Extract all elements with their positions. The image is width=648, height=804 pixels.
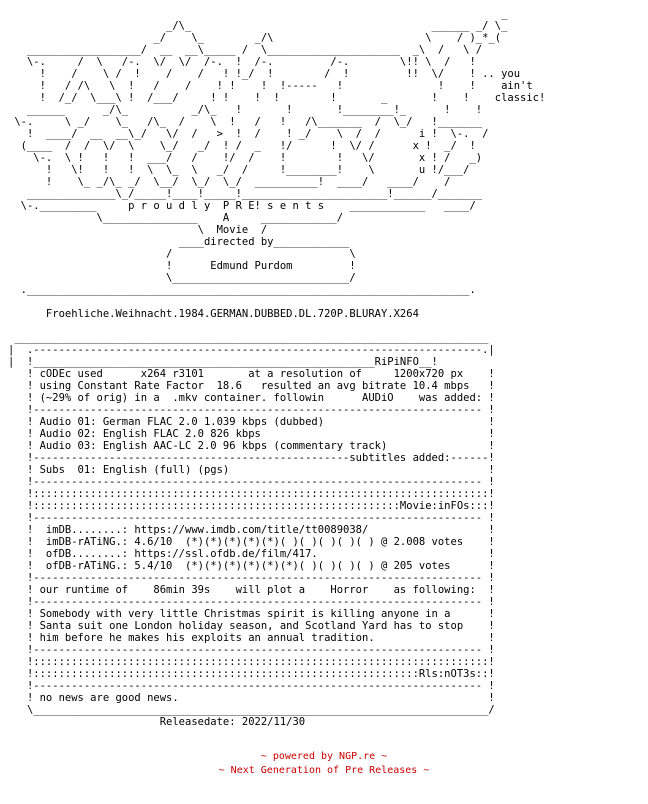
nfo-line: ! Audio 03: English AAC-LC 2.0 96 kbps (commentary track) ! — [8, 440, 495, 452]
nfo-line: ! / \ / ! / / ! !_/ ! / ! !! \/ ! .. you — [8, 68, 521, 80]
nfo-line: \ Movie / — [8, 224, 268, 236]
nfo-line: ! ofDB-rATiNG.: 5.4/10 (*)(*)(*)(*)(*)(*)( )( )( )( ) @ 205 votes ! — [8, 560, 495, 572]
nfo-line: (____ / / \/ \ \_/ _/ ! / _ !/ ! \/ / x ! _/ ! — [8, 140, 476, 152]
footer — [0, 750, 648, 778]
nfo-line: ! him before he makes his exploits an annual tradition. ! — [8, 632, 495, 644]
nfo-line: ! cODEc used x264 r3101 at a resolution of 1200x720 px ! — [8, 368, 495, 380]
nfo-line: \________________________________________________________________________/ — [8, 704, 495, 716]
nfo-line: ______ _/\_ _/\_ ! ! !________!_ ! ! — [8, 104, 483, 116]
nfo-line: !----------------------------------------------------------------------- ! — [8, 512, 495, 524]
nfo-line: ! no news are good news. ! — [8, 692, 495, 704]
nfo-line: ! /_/ \___\ ! /___/ ! ! ! ! ! _ ! ! classic! — [8, 92, 546, 104]
nfo-line: ! Audio 02: English FLAC 2.0 826 kbps ! — [8, 428, 495, 440]
nfo-line: ! Subs 01: English (full) (pgs) ! — [8, 464, 495, 476]
nfo-line: !----------------------------------------------------------------------- ! — [8, 572, 495, 584]
nfo-line: !----------------------------------------------------------------------- ! — [8, 680, 495, 692]
nfo-line: \____________________________/ — [8, 272, 356, 284]
nfo-line: _/\_ ______ _/ \_ — [8, 20, 508, 32]
nfo-line: !----------------------------------------------------------------------- ! — [8, 404, 495, 416]
nfo-line: ! (~29% of orig) in a .mkv container. followin AUDiO was added: ! — [8, 392, 495, 404]
nfo-line: ______________\_/_____!____!_____!_______________________!______/_______ — [8, 188, 483, 200]
nfo-line: ! our runtime of 86min 39s will plot a Horror as following: ! — [8, 584, 495, 596]
nfo-line: _/ \_ _/\ \ / )_*_( — [8, 32, 502, 44]
nfo-line: \-. / \ /-. \/ \/ /-. ! /-. /-. \!! \ / ! — [8, 56, 476, 68]
footer-powered-by: ~ powered by NGP.re ~ — [260, 751, 388, 762]
nfo-line: ! ____/ __ __\_/ \/ / > ! / ! _/ \ / / i ! \-. / — [8, 128, 489, 140]
nfo-line: !:::::::::::::::::::::::::::::::::::::::::::::::::::::::::::::Rls:nOT3s::! — [8, 668, 495, 680]
nfo-line: ! Santa suit one London holiday season, and Scotland Yard has to stop ! — [8, 620, 495, 632]
nfo-line: ! Audio 01: German FLAC 2.0 1.039 kbps (dubbed) ! — [8, 416, 495, 428]
nfo-line: \_______________ A ____________/ — [8, 212, 344, 224]
nfo-line: ! Somebody with very little Christmas spirit is killing anyone in a ! — [8, 608, 495, 620]
nfo-line: ! \! ! ! \ \_ \ _/ / !________! \ u !/___/ — [8, 164, 470, 176]
nfo-line: / \ — [8, 248, 356, 260]
nfo-line: ! \_ _/\_ _/ \__/ \_/ \_/ __________! ____/ ____/ / — [8, 176, 451, 188]
nfo-line: ! imDB-rATiNG.: 4.6/10 (*)(*)(*)(*)(*)( )( )( )( )( ) @ 2.008 votes ! — [8, 536, 495, 548]
nfo-line: !::::::::::::::::::::::::::::::::::::::::::::::::::::::::::::::::::::::::! — [8, 656, 495, 668]
nfo-line: !::::::::::::::::::::::::::::::::::::::::::::::::::::::::::::::::::::::::! — [8, 488, 495, 500]
nfo-line: .______________________________________________________________________. — [8, 284, 476, 296]
nfo-line: ___________________________________________________________________________ — [8, 332, 489, 344]
nfo-line: ! ofDB........: https://ssl.ofdb.de/film/417. ! — [8, 548, 495, 560]
nfo-line: !----------------------------------------------------------------------- ! — [8, 596, 495, 608]
nfo-line: \-. \ ! ! ! ___/ / !/ / ! ! \/ x ! / _) — [8, 152, 483, 164]
nfo-line: ! / /\ \ ! / / ! ! ! !----- ! ! ! ain't — [8, 80, 533, 92]
nfo-line: __________________/ __ __\_____ / \_____________________ _\ / \ / — [8, 44, 483, 56]
nfo-line: \-. \ _/ \_ /\_ / \ ! / ! /\_______ / \_/ !_______ — [8, 116, 483, 128]
nfo-line: ! imDB........: https://www.imdb.com/title/tt0089038/ ! — [8, 524, 495, 536]
nfo-line: !::::::::::::::::::::::::::::::::::::::::::::::::::::::::::Movie:inFOs:::! — [8, 500, 495, 512]
nfo-line: ! using Constant Rate Factor 18.6 resulted an avg bitrate 10.4 mbps ! — [8, 380, 495, 392]
nfo-ascii-art — [8, 8, 640, 728]
nfo-line: \-._________ p r o u d l y P R E! s e n t s ____________ ____/ — [8, 200, 476, 212]
nfo-line: Froehliche.Weihnacht.1984.GERMAN.DUBBED.DL.720P.BLURAY.X264 — [8, 308, 419, 320]
nfo-line: | .-----------------------------------------------------------------------.| — [8, 344, 495, 356]
footer-tagline: ~ Next Generation of Pre Releases ~ — [218, 765, 430, 776]
nfo-line: ____directed by____________ — [8, 236, 350, 248]
nfo-line: !----------------------------------------------------------------------- ! — [8, 476, 495, 488]
nfo-line: ! Edmund Purdom ! — [8, 260, 356, 272]
nfo-line: | !______________________________________________________RiPiNFO__! — [8, 356, 438, 368]
nfo-line: !----------------------------------------------------------------------- ! — [8, 644, 495, 656]
nfo-line: !--------------------------------------------------subtitles added:------! — [8, 452, 495, 464]
nfo-line: _ — [8, 8, 508, 20]
nfo-line: Releasedate: 2022/11/30 — [8, 716, 306, 728]
